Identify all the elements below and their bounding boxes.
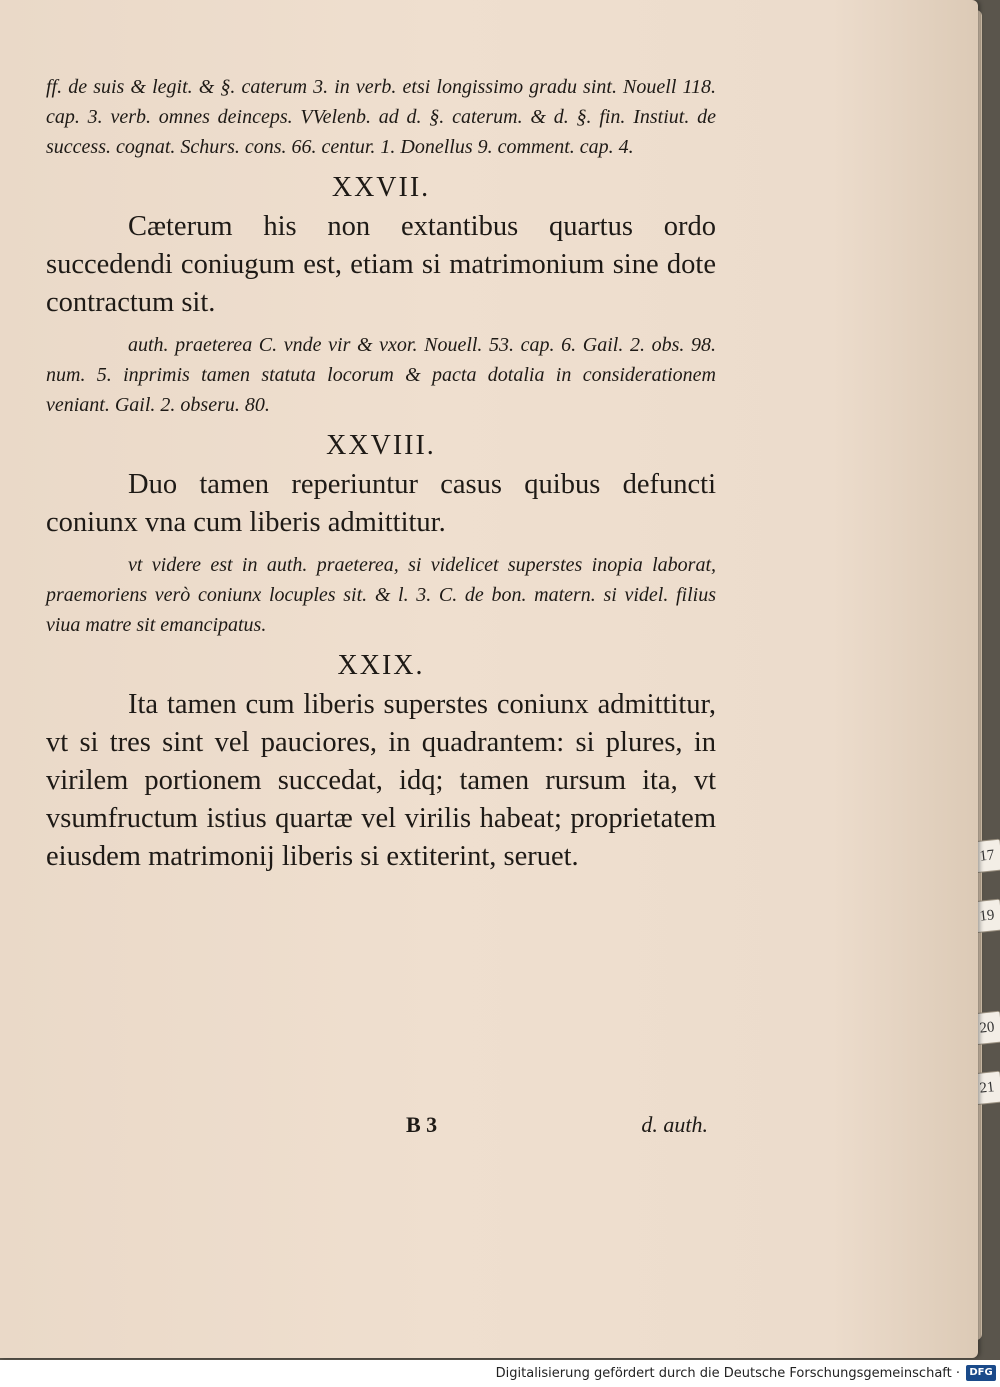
- catchword: d. auth.: [641, 1112, 708, 1137]
- section-heading: XXVII.: [331, 172, 431, 203]
- page-tab: 19: [970, 899, 1000, 934]
- dfg-logo-icon: DFG: [966, 1365, 996, 1381]
- top-note: ff. de suis & legit. & §. caterum 3. in verb. etsi longissimo gradu sint. Nouell 118. cap. 3. verb. omnes deinceps. VVelenb. ad d. §. caterum. & d. §. fin. Instiut. de success. cognat. Schurs. cons. 66. centur. 1. Donellus 9. comment. cap. 4.: [46, 76, 716, 158]
- section-text: Cæterum his non extantibus quartus ordo succedendi coniugum est, etiam si matrimonium sine dote contractum sit.: [46, 211, 716, 318]
- page-tab: 20: [970, 1011, 1000, 1046]
- credit-text: Digitalisierung gefördert durch die Deutsche Forschungsgemeinschaft ·: [495, 1366, 960, 1381]
- section-note: auth. praeterea C. vnde vir & vxor. Nouell. 53. cap. 6. Gail. 2. obs. 98. num. 5. inprimis tamen statuta locorum & pacta dotalia in considerationem veniant. Gail. 2. obseru. 80.: [46, 334, 716, 416]
- page-tab: 21: [970, 1071, 1000, 1106]
- section-text: Ita tamen cum liberis superstes coniunx admittitur, vt si tres sint vel pauciores, in quadrantem: si plures, in virilem portionem succedat, idq; tamen rursum ita, vt vsumfructum istius quartæ vel virilis habeat; proprietatem eiusdem matrimonij liberis si extiterint, seruet.: [46, 689, 716, 872]
- section-heading: XXVIII.: [326, 430, 436, 461]
- page-tab: 17: [970, 839, 1000, 874]
- page-text: [46, 72, 716, 884]
- page-footer: [46, 1112, 716, 1146]
- section-note: vt videre est in auth. praeterea, si videlicet superstes inopia laborat, praemoriens verò coniunx locuples sit. & l. 3. C. de bon. matern. si videl. filius viua matre sit emancipatus.: [46, 554, 716, 636]
- section-heading: XXIX.: [337, 650, 425, 681]
- section-text: Duo tamen reperiuntur casus quibus defuncti coniunx vna cum liberis admittitur.: [46, 469, 716, 538]
- signature-mark: B 3: [406, 1112, 438, 1137]
- credit-bar: [0, 1360, 1000, 1387]
